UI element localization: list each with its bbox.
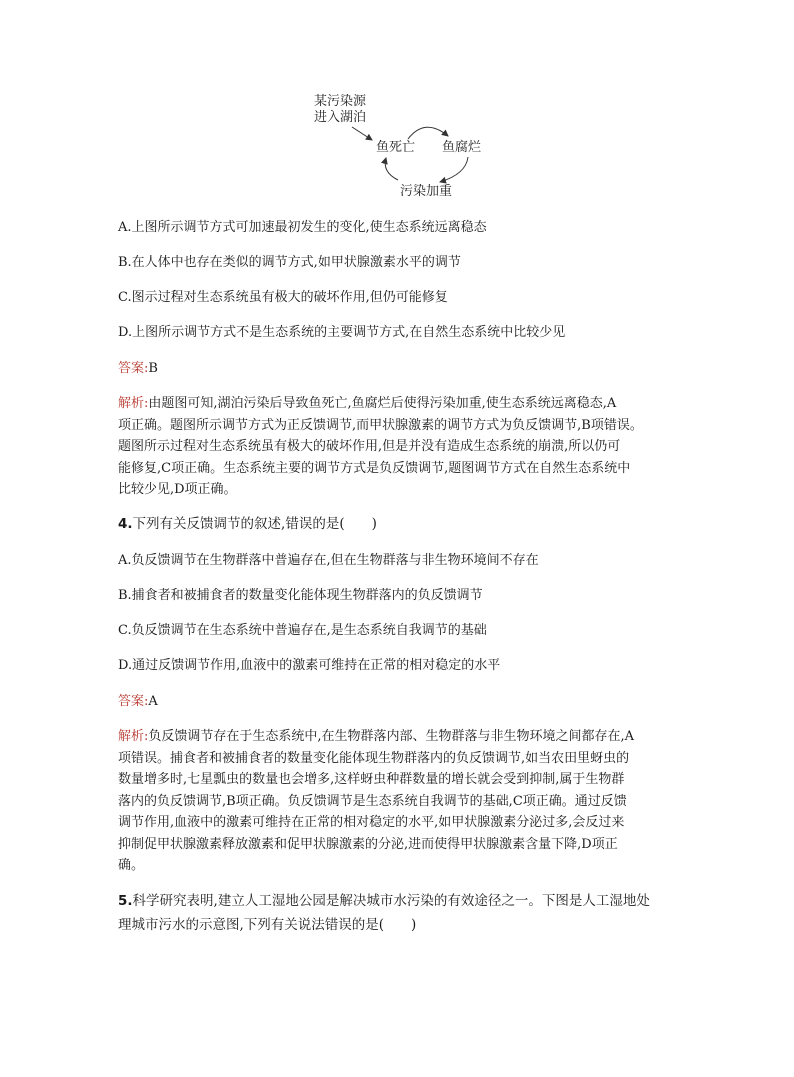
rot-to-pollution-arrow xyxy=(440,157,468,182)
q3-answer-label: 答案: xyxy=(118,361,149,376)
q4-answer xyxy=(118,692,158,712)
diagram-node-fish-rot: 鱼腐烂 xyxy=(442,140,482,155)
q4-analysis-line-4: 落内的负反馈调节,B项正确。负反馈调节是生态系统自我调节的基础,C项正确。通过反馈 xyxy=(118,793,627,809)
q4-analysis-line-1: 负反馈调节存在于生态系统中,在生物群落内部、生物群落与非生物环境之间都存在,A xyxy=(148,729,635,744)
q3-analysis-line-1: 由题图可知,湖泊污染后导致鱼死亡,鱼腐烂后使得污染加重,使生态系统远离稳态,A xyxy=(148,396,617,411)
diagram-node-fish-death: 鱼死亡 xyxy=(376,140,416,155)
q4-answer-label: 答案: xyxy=(118,694,149,709)
q4-option-d: D.通过反馈调节作用,血液中的激素可维持在正常的相对稳定的水平 xyxy=(118,658,501,673)
q4-analysis xyxy=(118,726,678,877)
q4-answer-value: A xyxy=(148,694,158,709)
q3-analysis-line-3: 题图所示过程对生态系统虽有极大的破坏作用,但是并没有造成生态系统的崩溃,所以仍可 xyxy=(118,439,621,454)
q5-number: 5. xyxy=(118,893,133,909)
q3-analysis-line-2: 项正确。题图所示调节方式为正反馈调节,而甲状腺激素的调节方式为负反馈调节,B项错误。 xyxy=(118,417,643,433)
feedback-loop-diagram xyxy=(300,92,500,204)
q3-analysis-line-5: 比较少见,D项正确。 xyxy=(118,482,237,497)
diagram-source-label-2: 进入湖泊 xyxy=(314,110,367,125)
q4-analysis-line-5: 调节作用,血液中的激素可维持在正常的相对稳定的水平,如甲状腺激素分泌过多,会反过来 xyxy=(118,815,625,830)
q4-number: 4. xyxy=(118,516,133,532)
q4-analysis-line-6: 抑制促甲状腺激素释放激素和促甲状腺激素的分泌,进而使得甲状腺激素含量下降,D项正 xyxy=(118,836,618,852)
q5-stem-line-1: 科学研究表明,建立人工湿地公园是解决城市水污染的有效途径之一。下图是人工湿地处 xyxy=(132,893,650,909)
q4-stem xyxy=(118,512,678,536)
q4-analysis-line-7: 确。 xyxy=(118,858,145,873)
q3-answer-value: B xyxy=(148,361,158,376)
q3-answer xyxy=(118,359,158,379)
q5-stem-line-2: 理城市污水的示意图,下列有关说法错误的是( ) xyxy=(118,917,417,933)
q3-option-c: C.图示过程对生态系统虽有极大的破坏作用,但仍可能修复 xyxy=(118,290,448,305)
death-to-rot-arrow xyxy=(408,127,448,139)
diagram-source-label-1: 某污染源 xyxy=(314,94,367,109)
q4-option-b: B.捕食者和被捕食者的数量变化能体现生物群落内的负反馈调节 xyxy=(118,588,483,603)
q4-analysis-line-2: 项错误。捕食者和被捕食者的数量变化能体现生物群落内的负反馈调节,如当农田里蚜虫的 xyxy=(118,750,630,766)
q3-analysis xyxy=(118,393,678,501)
source-arrow xyxy=(352,127,372,140)
q3-analysis-label: 解析: xyxy=(118,396,149,411)
pollution-to-death-arrow xyxy=(385,158,398,180)
q3-analysis-line-4: 能修复,C项正确。生态系统主要的调节方式是负反馈调节,题图调节方式在自然生态系统中 xyxy=(118,460,631,476)
q3-option-a: A.上图所示调节方式可加速最初发生的变化,使生态系统远离稳态 xyxy=(118,220,487,235)
q4-option-a: A.负反馈调节在生物群落中普遍存在,但在生物群落与非生物环境间不存在 xyxy=(118,553,539,568)
diagram-node-pollution: 污染加重 xyxy=(400,184,453,199)
q3-option-d: D.上图所示调节方式不是生态系统的主要调节方式,在自然生态系统中比较少见 xyxy=(118,325,566,340)
q5-stem xyxy=(118,889,678,937)
q4-analysis-line-3: 数量增多时,七星瓢虫的数量也会增多,这样蚜虫种群数量的增长就会受到抑制,属于生物群 xyxy=(118,772,625,787)
q4-option-c: C.负反馈调节在生态系统中普遍存在,是生态系统自我调节的基础 xyxy=(118,623,487,638)
q4-analysis-label: 解析: xyxy=(118,729,149,744)
q4-stem-text: 下列有关反馈调节的叙述,错误的是( ) xyxy=(132,516,377,532)
q3-option-b: B.在人体中也存在类似的调节方式,如甲状腺激素水平的调节 xyxy=(118,255,461,270)
